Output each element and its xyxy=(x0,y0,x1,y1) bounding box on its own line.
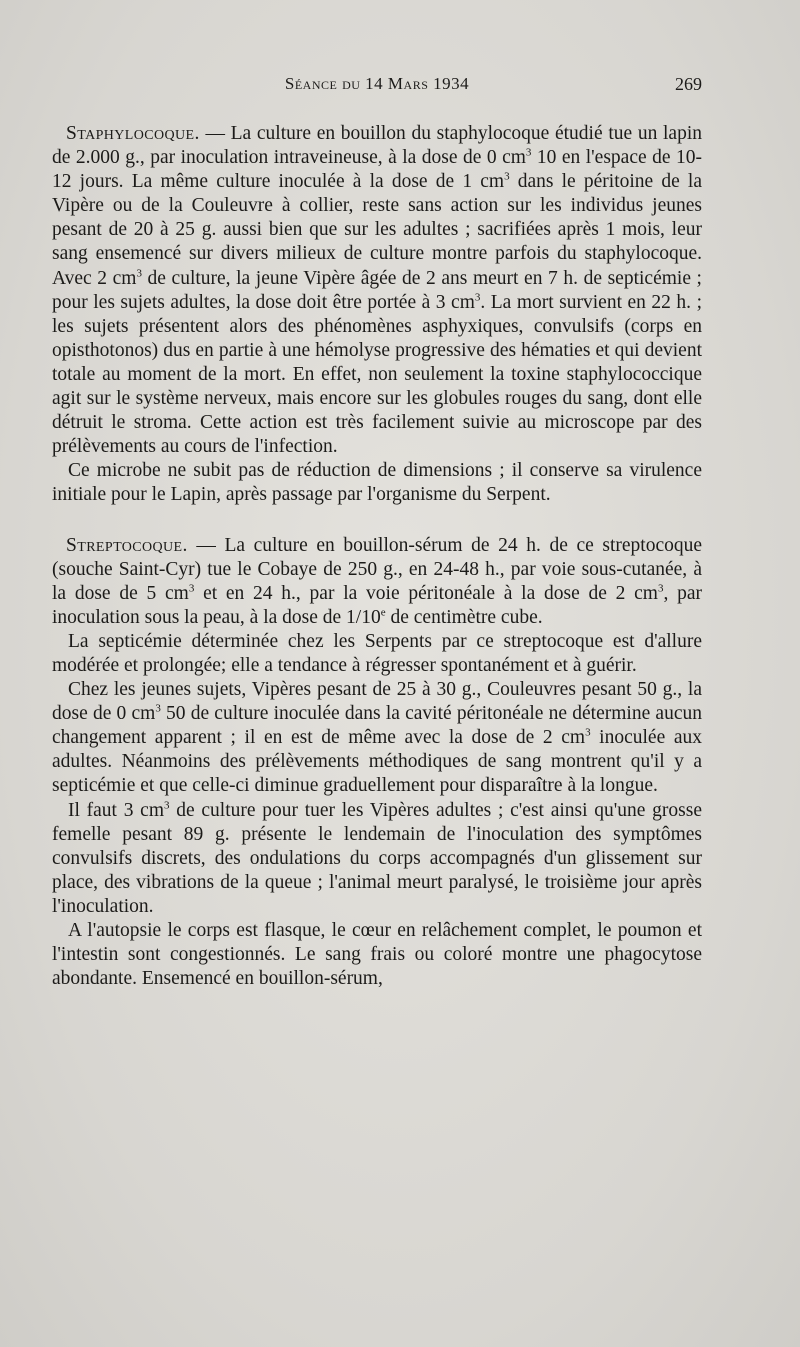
streptocoque-paragraph-3 xyxy=(52,678,702,798)
text-run: — La culture en bouillon-sérum de 24 h. de ce streptocoque (souche Saint-Cyr) tue le Cobaye de 250 g., en 24-48 h., par voie sous-cutanée, à la dose de 5 cm xyxy=(52,534,702,604)
superscript: 3 xyxy=(155,702,161,715)
text-run: inoculée aux adultes. Néanmoins des prélèvements méthodiques de sang montrent qu'il y a septicémie et que celle-ci diminue graduellement pour disparaître à la longue. xyxy=(52,727,702,797)
streptocoque-paragraph-4 xyxy=(52,799,702,919)
superscript: 3 xyxy=(164,799,170,812)
staphylocoque-paragraph xyxy=(52,122,702,459)
text-run: dans le péritoine de la Vipère ou de la Couleuvre à collier, reste sans action sur les individus jeunes pesant de 20 à 25 g. aussi bien que sur les adultes ; sacrifiées après 1 mois, leur sang ensemencé sur divers milieux de culture montre parfois du staphylocoque. Avec 2 cm xyxy=(52,171,702,289)
streptocoque-paragraph xyxy=(52,534,702,630)
streptocoque-paragraph-5: A l'autopsie le corps est flasque, le cœur en relâchement complet, le poumon et l'intestin sont congestionnés. Le sang frais ou coloré montre une phagocytose abondante. Ensemencé en bouillon-sérum, xyxy=(52,920,702,990)
section-heading-staphylocoque: Staphylocoque. xyxy=(66,123,200,144)
staphylocoque-paragraph-2: Ce microbe ne subit pas de réduction de dimensions ; il conserve sa virulence initiale pour le Lapin, après passage par l'organisme du Serpent. xyxy=(52,460,702,506)
streptocoque-paragraph-2: La septicémie déterminée chez les Serpents par ce streptocoque est d'allure modérée et prolongée; elle a tendance à régresser spontanément et à guérir. xyxy=(52,630,702,676)
section-gap xyxy=(52,508,702,534)
section-heading-streptocoque: Streptocoque. xyxy=(66,534,188,556)
text-run: . La mort survient en 22 h. ; les sujets présentent alors des phénomènes asphyxiques, convulsifs (corps en opisthotonos) dus en partie à une hémolyse progressive des hématies et qui devient totale au moment de la mort. En effet, non seulement la toxine staphylococcique agit sur le système nerveux, mais encore sur les globules rouges du sang, dont elle détruit le stroma. Cette action est très facilement suivie au microscope par des prélèvements au cours de l'infection. xyxy=(52,291,702,458)
superscript: 3 xyxy=(525,146,532,159)
superscript: 3 xyxy=(657,582,664,595)
text-run: Il faut 3 cm xyxy=(68,799,164,821)
page-header xyxy=(52,74,702,104)
superscript: e xyxy=(380,606,386,619)
text-run: 10 en l'espace de 10-12 jours. La même culture inoculée à la dose de 1 cm xyxy=(52,147,702,193)
text-run: et en 24 h., par la voie péritonéale à la dose de 2 cm xyxy=(194,582,658,604)
text-run: de culture, la jeune Vipère âgée de 2 ans meurt en 7 h. de septicémie ; pour les sujets adultes, la dose doit être portée à 3 cm xyxy=(52,267,702,313)
superscript: 3 xyxy=(504,170,510,183)
text-run: Chez les jeunes sujets, Vipères pesant de 25 à 30 g., Couleuvres pesant 50 g., la dose de 0 cm xyxy=(52,679,702,725)
text-run: de culture pour tuer les Vipères adultes ; c'est ainsi qu'une grosse femelle pesant 89 g. présente le lendemain de l'inoculation des symptômes convulsifs discrets, des ondulations du corps accompagnés d'un glissement sur place, des vibrations de la queue ; l'animal meurt paralysé, le troisième jour après l'inoculation. xyxy=(52,799,702,917)
running-title: Séance du 14 Mars 1934 xyxy=(284,74,470,93)
superscript: 3 xyxy=(188,582,195,595)
body-text xyxy=(52,122,702,991)
superscript: 3 xyxy=(474,291,481,304)
text-run: , par inoculation sous la peau, à la dose de 1/10 xyxy=(52,582,702,628)
text-run: de centimètre cube. xyxy=(385,606,543,628)
superscript: 3 xyxy=(136,267,142,280)
text-run: 50 de culture inoculée dans la cavité péritonéale ne détermine aucun changement apparent ; il en est de même avec la dose de 2 cm xyxy=(52,703,702,749)
text-run: — La culture en bouillon du staphylocoque étudié tue un lapin de 2.000 g., par inoculation intraveineuse, à la dose de 0 cm xyxy=(52,123,702,169)
superscript: 3 xyxy=(585,726,591,739)
page-number: 269 xyxy=(675,74,702,94)
